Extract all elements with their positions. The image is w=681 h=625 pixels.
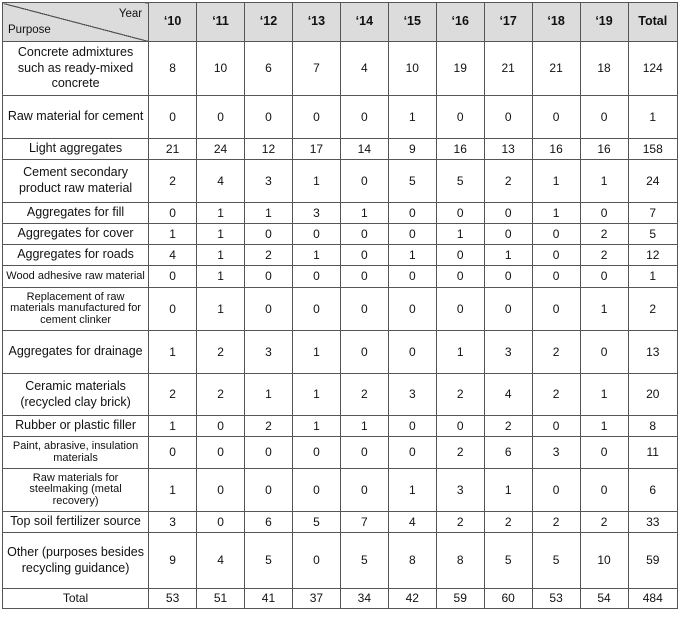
purpose-cell: Light aggregates (3, 139, 149, 160)
count-cell: 0 (149, 266, 197, 288)
count-cell: 2 (245, 416, 293, 437)
count-cell: 0 (149, 96, 197, 139)
count-cell: 0 (340, 288, 388, 331)
count-cell: 0 (197, 416, 245, 437)
count-cell: 4 (149, 245, 197, 266)
total-row-label: Total (3, 589, 149, 609)
count-cell: 1 (292, 160, 340, 203)
count-cell: 0 (245, 288, 293, 331)
count-cell: 6 (245, 512, 293, 533)
count-cell: 3 (245, 331, 293, 374)
count-cell: 0 (197, 469, 245, 512)
row-total-cell: 20 (628, 374, 678, 416)
count-cell: 0 (484, 224, 532, 245)
count-cell: 1 (292, 416, 340, 437)
row-total-cell: 1 (628, 96, 678, 139)
count-cell: 0 (340, 469, 388, 512)
table-row (3, 224, 678, 245)
count-cell: 2 (532, 374, 580, 416)
column-header: ‘16 (436, 3, 484, 42)
table-row (3, 416, 678, 437)
count-cell: 0 (436, 416, 484, 437)
count-cell: 2 (484, 416, 532, 437)
count-cell: 0 (388, 266, 436, 288)
count-cell: 1 (388, 245, 436, 266)
count-cell: 1 (388, 96, 436, 139)
count-cell: 4 (388, 512, 436, 533)
column-header: ‘19 (580, 3, 628, 42)
table-row (3, 96, 678, 139)
count-cell: 5 (292, 512, 340, 533)
count-cell: 0 (484, 288, 532, 331)
row-total-cell: 59 (628, 533, 678, 589)
count-cell: 16 (436, 139, 484, 160)
count-cell: 1 (580, 160, 628, 203)
purpose-cell: Raw materials for steelmaking (metal recovery) (3, 469, 149, 512)
count-cell: 13 (484, 139, 532, 160)
purpose-cell: Aggregates for fill (3, 203, 149, 224)
row-total-cell: 8 (628, 416, 678, 437)
count-cell: 2 (532, 331, 580, 374)
count-cell: 21 (149, 139, 197, 160)
count-cell: 1 (580, 374, 628, 416)
count-cell: 1 (149, 331, 197, 374)
purpose-cell: Raw material for cement (3, 96, 149, 139)
count-cell: 5 (436, 160, 484, 203)
count-cell: 8 (388, 533, 436, 589)
count-cell: 18 (580, 42, 628, 96)
count-cell: 2 (245, 245, 293, 266)
count-cell: 0 (340, 96, 388, 139)
count-cell: 10 (388, 42, 436, 96)
count-cell: 2 (197, 331, 245, 374)
count-cell: 7 (292, 42, 340, 96)
count-cell: 5 (484, 533, 532, 589)
count-cell: 4 (484, 374, 532, 416)
count-cell: 1 (388, 469, 436, 512)
year-axis-label: Year (118, 8, 143, 20)
column-total-cell: 60 (484, 589, 532, 609)
count-cell: 0 (292, 288, 340, 331)
column-header: ‘18 (532, 3, 580, 42)
count-cell: 1 (580, 416, 628, 437)
purpose-cell: Cement secondary product raw material (3, 160, 149, 203)
purpose-cell: Concrete admixtures such as ready-mixed concrete (3, 42, 149, 96)
count-cell: 4 (197, 160, 245, 203)
count-cell: 1 (245, 203, 293, 224)
purpose-cell: Wood adhesive raw material (3, 266, 149, 288)
count-cell: 0 (388, 288, 436, 331)
count-cell: 7 (340, 512, 388, 533)
count-cell: 1 (436, 224, 484, 245)
table-row (3, 42, 678, 96)
table-row (3, 266, 678, 288)
total-row (3, 589, 678, 609)
count-cell: 21 (532, 42, 580, 96)
count-cell: 0 (245, 437, 293, 469)
count-cell: 3 (436, 469, 484, 512)
column-total-cell: 53 (149, 589, 197, 609)
count-cell: 5 (388, 160, 436, 203)
count-cell: 1 (532, 160, 580, 203)
count-cell: 0 (532, 224, 580, 245)
count-cell: 0 (245, 266, 293, 288)
count-cell: 1 (197, 288, 245, 331)
count-cell: 4 (340, 42, 388, 96)
count-cell: 0 (532, 96, 580, 139)
count-cell: 0 (245, 469, 293, 512)
count-cell: 1 (484, 245, 532, 266)
count-cell: 0 (388, 416, 436, 437)
table-row (3, 288, 678, 331)
count-cell: 0 (197, 437, 245, 469)
count-cell: 0 (532, 469, 580, 512)
count-cell: 0 (340, 224, 388, 245)
column-total-cell: 59 (436, 589, 484, 609)
row-total-cell: 2 (628, 288, 678, 331)
count-cell: 1 (340, 203, 388, 224)
table-row (3, 469, 678, 512)
count-cell: 0 (580, 203, 628, 224)
recycling-purpose-table (2, 2, 678, 609)
count-cell: 5 (340, 533, 388, 589)
count-cell: 0 (532, 245, 580, 266)
count-cell: 0 (149, 203, 197, 224)
count-cell: 0 (580, 331, 628, 374)
count-cell: 0 (197, 96, 245, 139)
count-cell: 2 (580, 224, 628, 245)
purpose-axis-label: Purpose (8, 23, 51, 36)
count-cell: 0 (580, 469, 628, 512)
count-cell: 0 (388, 437, 436, 469)
count-cell: 9 (149, 533, 197, 589)
count-cell: 17 (292, 139, 340, 160)
count-cell: 2 (484, 160, 532, 203)
count-cell: 3 (484, 331, 532, 374)
column-header: ‘10 (149, 3, 197, 42)
row-total-cell: 124 (628, 42, 678, 96)
count-cell: 0 (436, 245, 484, 266)
count-cell: 24 (197, 139, 245, 160)
count-cell: 0 (197, 512, 245, 533)
count-cell: 0 (245, 224, 293, 245)
column-header: ‘12 (245, 3, 293, 42)
count-cell: 2 (436, 374, 484, 416)
count-cell: 10 (580, 533, 628, 589)
purpose-cell: Paint, abrasive, insulation materials (3, 437, 149, 469)
row-total-cell: 158 (628, 139, 678, 160)
count-cell: 0 (436, 203, 484, 224)
count-cell: 2 (197, 374, 245, 416)
count-cell: 0 (388, 203, 436, 224)
count-cell: 0 (340, 437, 388, 469)
count-cell: 9 (388, 139, 436, 160)
count-cell: 3 (149, 512, 197, 533)
count-cell: 8 (149, 42, 197, 96)
count-cell: 19 (436, 42, 484, 96)
count-cell: 21 (484, 42, 532, 96)
count-cell: 0 (436, 288, 484, 331)
count-cell: 2 (340, 374, 388, 416)
header-row (3, 3, 678, 42)
table-row (3, 245, 678, 266)
count-cell: 0 (388, 331, 436, 374)
count-cell: 1 (197, 266, 245, 288)
purpose-cell: Aggregates for cover (3, 224, 149, 245)
count-cell: 0 (388, 224, 436, 245)
count-cell: 4 (197, 533, 245, 589)
count-cell: 1 (149, 224, 197, 245)
count-cell: 14 (340, 139, 388, 160)
header-corner-cell (3, 3, 149, 42)
column-total-cell: 34 (340, 589, 388, 609)
count-cell: 0 (292, 533, 340, 589)
purpose-cell: Ceramic materials (recycled clay brick) (3, 374, 149, 416)
row-total-cell: 7 (628, 203, 678, 224)
count-cell: 0 (340, 266, 388, 288)
count-cell: 0 (532, 416, 580, 437)
column-total-cell: 54 (580, 589, 628, 609)
count-cell: 1 (436, 331, 484, 374)
count-cell: 2 (149, 160, 197, 203)
count-cell: 0 (532, 288, 580, 331)
count-cell: 16 (532, 139, 580, 160)
column-total-cell: 42 (388, 589, 436, 609)
count-cell: 0 (292, 469, 340, 512)
count-cell: 3 (245, 160, 293, 203)
count-cell: 0 (340, 245, 388, 266)
count-cell: 1 (197, 203, 245, 224)
count-cell: 1 (149, 469, 197, 512)
row-total-cell: 1 (628, 266, 678, 288)
count-cell: 0 (340, 331, 388, 374)
row-total-cell: 13 (628, 331, 678, 374)
count-cell: 8 (436, 533, 484, 589)
count-cell: 0 (245, 96, 293, 139)
count-cell: 0 (436, 266, 484, 288)
count-cell: 1 (580, 288, 628, 331)
column-total-cell: 41 (245, 589, 293, 609)
table-row (3, 437, 678, 469)
column-header: ‘13 (292, 3, 340, 42)
purpose-cell: Rubber or plastic filler (3, 416, 149, 437)
count-cell: 0 (580, 266, 628, 288)
column-total-cell: 53 (532, 589, 580, 609)
column-header: ‘15 (388, 3, 436, 42)
column-total-cell: 51 (197, 589, 245, 609)
table-row (3, 533, 678, 589)
table-row (3, 139, 678, 160)
count-cell: 5 (245, 533, 293, 589)
count-cell: 3 (292, 203, 340, 224)
count-cell: 0 (149, 437, 197, 469)
count-cell: 1 (149, 416, 197, 437)
count-cell: 1 (197, 245, 245, 266)
count-cell: 0 (340, 160, 388, 203)
grand-total-cell: 484 (628, 589, 678, 609)
count-cell: 3 (532, 437, 580, 469)
count-cell: 2 (484, 512, 532, 533)
row-total-cell: 6 (628, 469, 678, 512)
count-cell: 12 (245, 139, 293, 160)
count-cell: 1 (484, 469, 532, 512)
count-cell: 0 (292, 96, 340, 139)
row-total-cell: 12 (628, 245, 678, 266)
count-cell: 2 (580, 512, 628, 533)
count-cell: 1 (245, 374, 293, 416)
purpose-cell: Other (purposes besides recycling guidance) (3, 533, 149, 589)
count-cell: 0 (149, 288, 197, 331)
count-cell: 0 (484, 266, 532, 288)
count-cell: 1 (292, 331, 340, 374)
count-cell: 2 (580, 245, 628, 266)
purpose-cell: Aggregates for roads (3, 245, 149, 266)
row-total-cell: 11 (628, 437, 678, 469)
table-row (3, 160, 678, 203)
count-cell: 1 (292, 374, 340, 416)
purpose-cell: Replacement of raw materials manufactured for cement clinker (3, 288, 149, 331)
table-row (3, 512, 678, 533)
count-cell: 1 (197, 224, 245, 245)
count-cell: 1 (532, 203, 580, 224)
column-header-total: Total (628, 3, 678, 42)
count-cell: 0 (580, 437, 628, 469)
count-cell: 0 (292, 266, 340, 288)
count-cell: 0 (484, 96, 532, 139)
table-row (3, 203, 678, 224)
count-cell: 0 (580, 96, 628, 139)
count-cell: 0 (292, 437, 340, 469)
count-cell: 6 (245, 42, 293, 96)
count-cell: 10 (197, 42, 245, 96)
purpose-cell: Top soil fertilizer source (3, 512, 149, 533)
count-cell: 3 (388, 374, 436, 416)
count-cell: 5 (532, 533, 580, 589)
row-total-cell: 33 (628, 512, 678, 533)
count-cell: 0 (484, 203, 532, 224)
column-header: ‘14 (340, 3, 388, 42)
count-cell: 0 (436, 96, 484, 139)
purpose-cell: Aggregates for drainage (3, 331, 149, 374)
count-cell: 2 (149, 374, 197, 416)
count-cell: 2 (532, 512, 580, 533)
column-header: ‘11 (197, 3, 245, 42)
column-header: ‘17 (484, 3, 532, 42)
count-cell: 6 (484, 437, 532, 469)
count-cell: 0 (292, 224, 340, 245)
row-total-cell: 24 (628, 160, 678, 203)
table-row (3, 374, 678, 416)
count-cell: 1 (340, 416, 388, 437)
count-cell: 2 (436, 437, 484, 469)
table-row (3, 331, 678, 374)
count-cell: 0 (532, 266, 580, 288)
column-total-cell: 37 (292, 589, 340, 609)
count-cell: 2 (436, 512, 484, 533)
count-cell: 16 (580, 139, 628, 160)
count-cell: 1 (292, 245, 340, 266)
row-total-cell: 5 (628, 224, 678, 245)
